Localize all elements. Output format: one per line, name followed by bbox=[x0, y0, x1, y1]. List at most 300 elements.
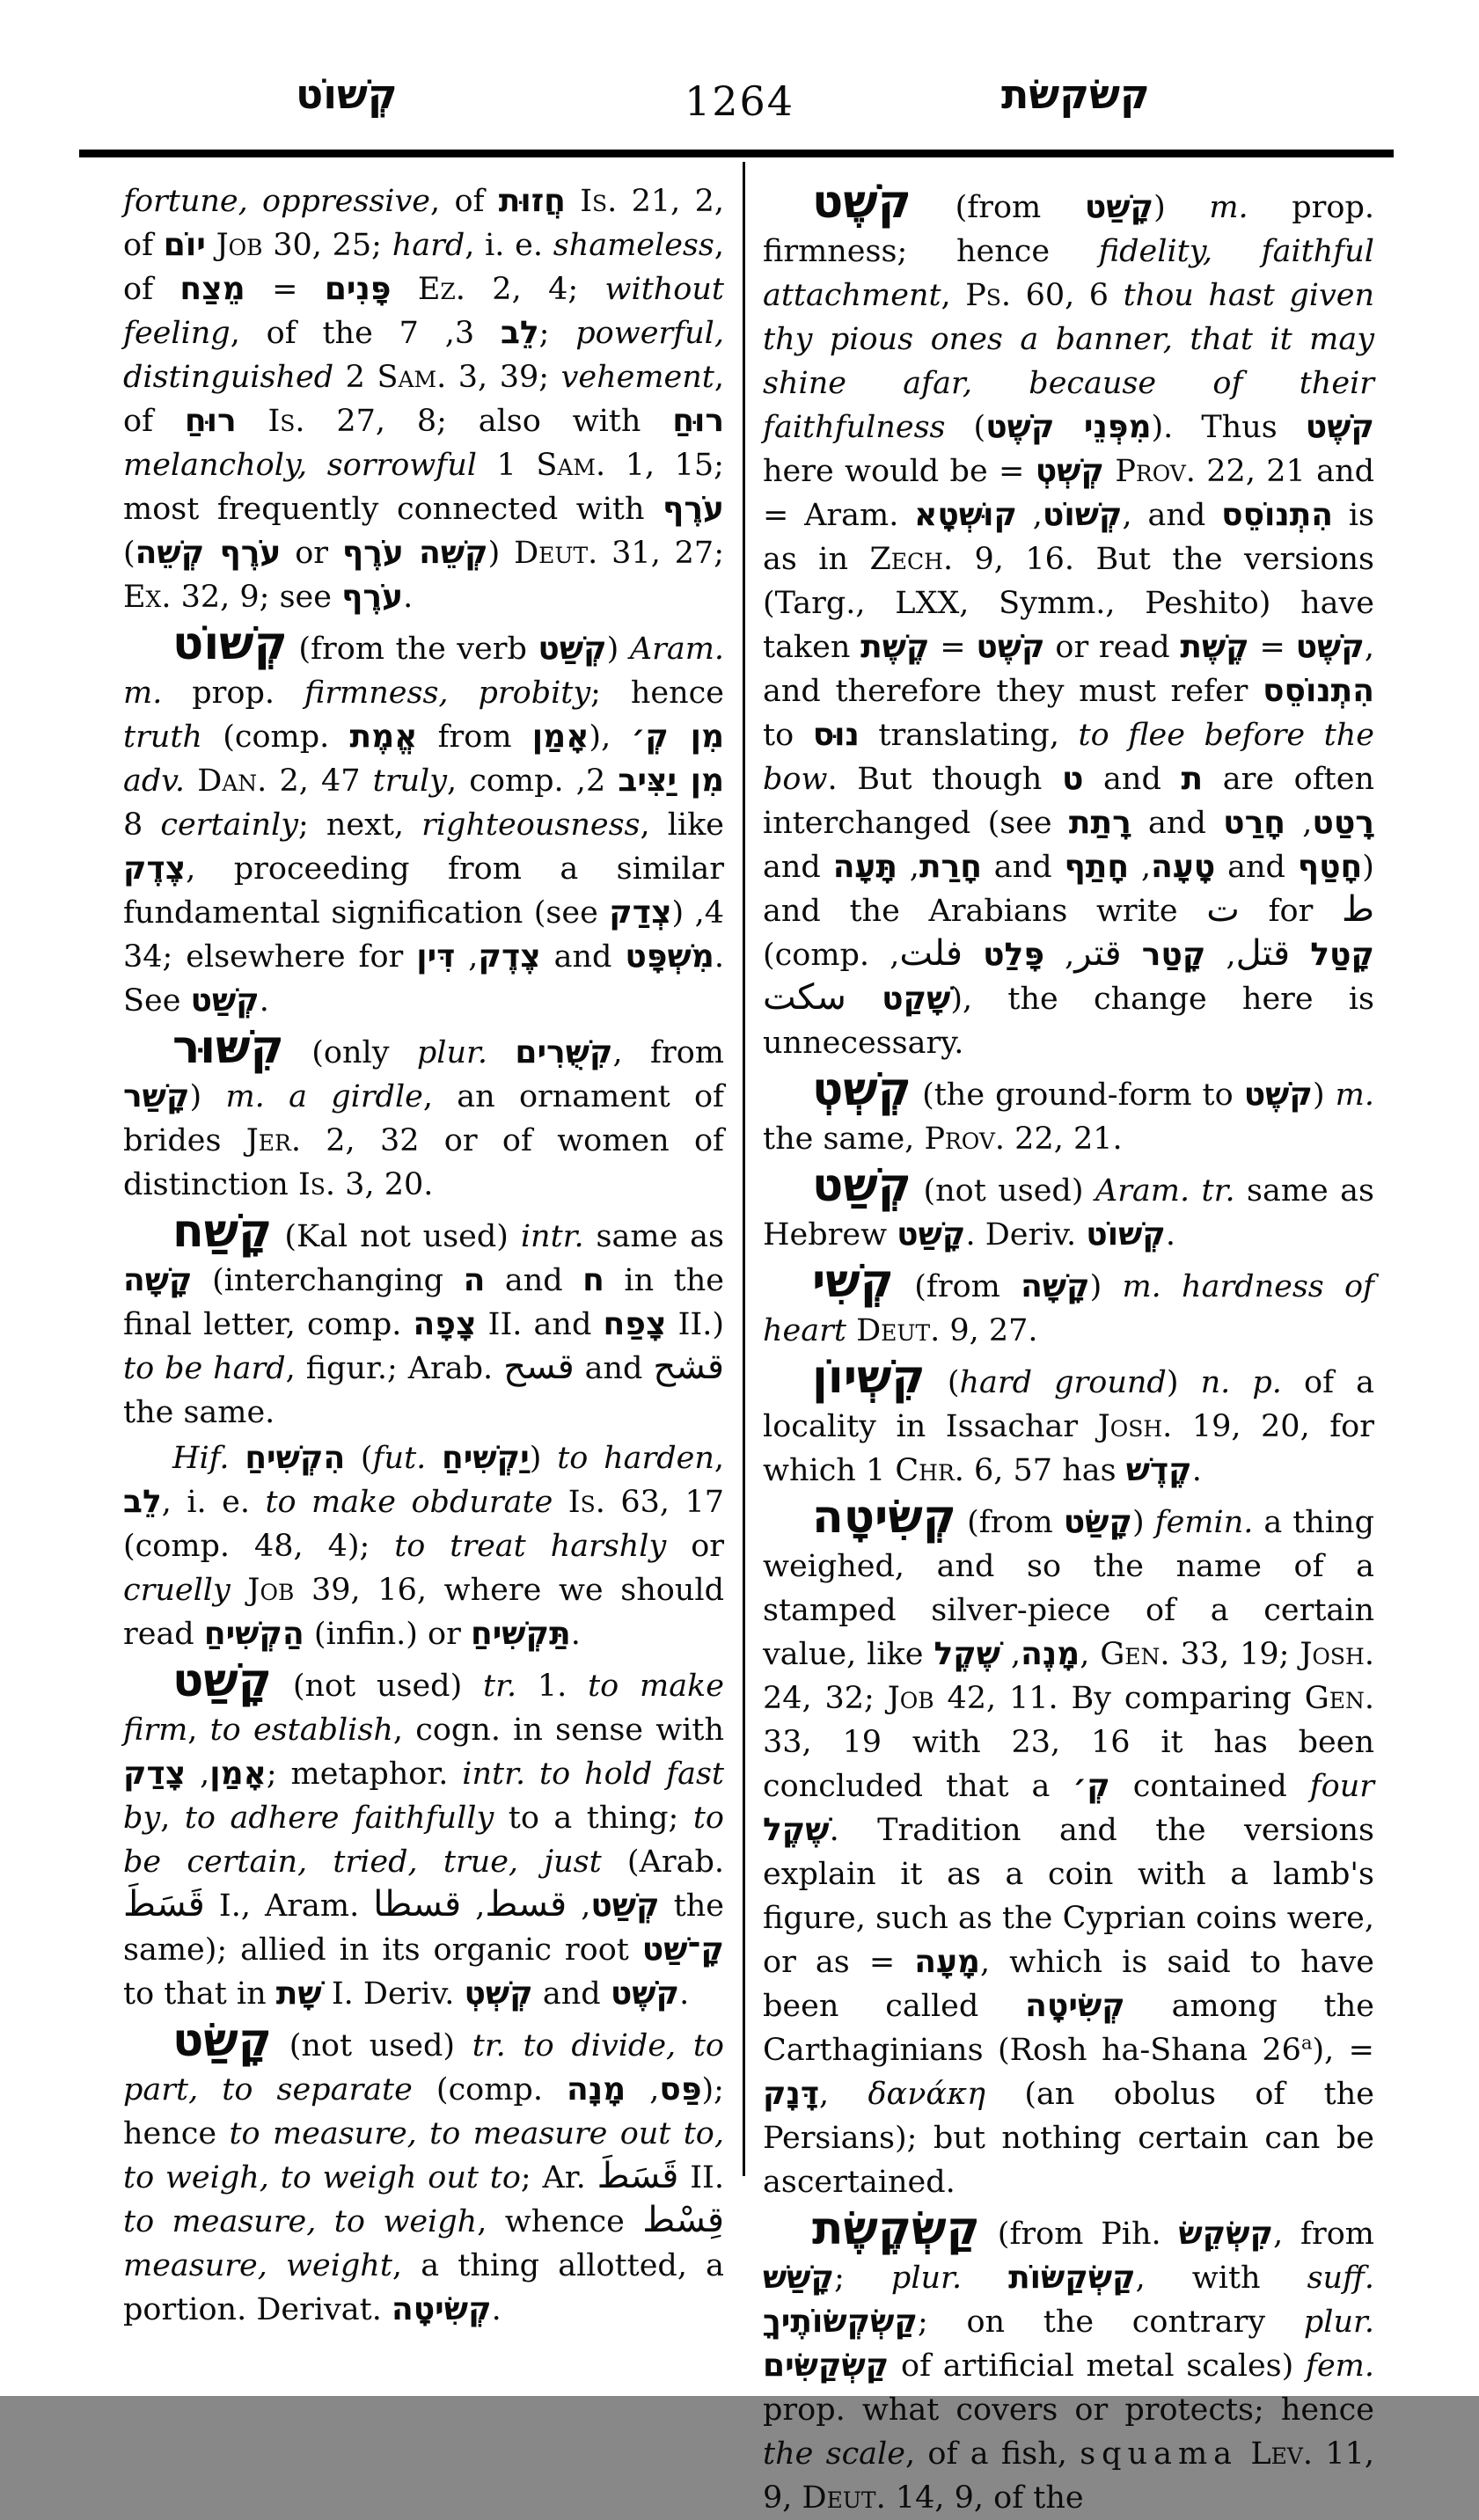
entry-qashach bbox=[123, 1205, 724, 1435]
hebrew-text-run: רָטַט bbox=[1312, 805, 1374, 841]
hebrew-text-run: פַּס bbox=[659, 2071, 702, 2107]
text-run: from bbox=[417, 719, 532, 755]
text-run: fem. bbox=[1306, 2348, 1374, 2384]
text-run: adv. bbox=[123, 763, 186, 799]
hebrew-text-run: קְשַׁט bbox=[590, 1888, 660, 1924]
text-run: , with bbox=[1135, 2261, 1307, 2296]
text-run: Dan. bbox=[197, 763, 267, 799]
text-run: , an ornament of brides bbox=[123, 1079, 724, 1158]
text-run bbox=[846, 1313, 856, 1348]
text-run: , from bbox=[1273, 2217, 1374, 2252]
hebrew-text-run: קֹשֶׁט bbox=[976, 629, 1045, 665]
text-run: in the final letter, comp. bbox=[123, 1263, 724, 1342]
arabic-text-run: فلت bbox=[899, 933, 963, 974]
hebrew-text-run: אָמַן bbox=[209, 1756, 267, 1792]
text-run: ) bbox=[1312, 1077, 1336, 1113]
entry-qeshi bbox=[763, 1255, 1374, 1353]
text-columns bbox=[123, 176, 1375, 2520]
hebrew-text-run: חָטַף bbox=[1297, 849, 1363, 885]
text-run: the same, bbox=[763, 1121, 925, 1157]
hebrew-text-run: שָׁת bbox=[275, 1976, 322, 2012]
text-run: and bbox=[981, 850, 1065, 885]
text-run bbox=[487, 1035, 515, 1070]
hebrew-text-run: קָ־שַׁט bbox=[641, 1932, 724, 1968]
text-run: , a thing allotted, a portion. Derivat. bbox=[123, 2248, 725, 2327]
text-run: , i. e. bbox=[161, 1485, 266, 1520]
hebrew-headword: קִשּׁוּר bbox=[172, 1021, 284, 1074]
text-run: , which is said to have been called bbox=[763, 1945, 1374, 2024]
hebrew-text-run: צָפַח bbox=[603, 1306, 667, 1342]
hebrew-text-run: ט bbox=[1061, 761, 1084, 797]
hebrew-text-run: רָתַת bbox=[1068, 805, 1131, 841]
text-run: 33, 19 with 23, 16 it has been concluded that a bbox=[763, 1725, 1374, 1804]
text-run bbox=[506, 2028, 524, 2063]
text-run bbox=[230, 1441, 245, 1476]
text-run: to establish bbox=[209, 1713, 393, 1748]
hebrew-text-run: קְשֵׁה עֹרֶף bbox=[341, 535, 488, 571]
hebrew-text-run: קֶשֶׁת bbox=[860, 629, 930, 665]
text-run: melancholy, sorrowful bbox=[123, 448, 477, 483]
arabic-text-run: قَسَطَ bbox=[123, 1884, 205, 1925]
hebrew-text-run: קָשַׂט bbox=[1063, 1504, 1132, 1540]
text-run: , bbox=[567, 1888, 591, 1924]
text-run: = bbox=[245, 272, 325, 307]
text-run bbox=[1238, 2436, 1250, 2472]
text-run: . bbox=[491, 2292, 502, 2327]
text-run: hard ground bbox=[959, 1365, 1167, 1400]
text-run: 2, 47 bbox=[267, 763, 373, 799]
hebrew-text-run: קַשְׂקְשׂוֹתֶיךָ bbox=[763, 2304, 918, 2340]
text-run: and bbox=[1215, 850, 1298, 885]
text-run: ), bbox=[589, 719, 632, 755]
text-run: prop. what covers or protects; hence bbox=[763, 2392, 1374, 2428]
text-run: (Kal not used) bbox=[272, 1219, 521, 1254]
text-run: tr. bbox=[483, 1669, 517, 1704]
text-run: to hold fast by bbox=[123, 1757, 724, 1836]
text-run: 19, 20, for which 1 bbox=[763, 1409, 1374, 1488]
text-run: (comp. bbox=[201, 719, 350, 755]
text-run: (infin.) or bbox=[304, 1617, 471, 1652]
text-run: 60, 6 bbox=[1011, 278, 1124, 313]
hebrew-text-run: מָעָה bbox=[914, 1944, 980, 1980]
text-run: prop. bbox=[162, 676, 304, 711]
hebrew-text-run: פָּלַט bbox=[983, 937, 1045, 973]
hebrew-text-run: קֹשֶׁט bbox=[610, 1976, 680, 2012]
text-run: ) bbox=[1089, 1269, 1123, 1304]
text-run: powerful, distinguished bbox=[123, 316, 724, 395]
text-run: a girdle bbox=[289, 1079, 423, 1114]
text-run: 63, 17 (comp. 48, 4); bbox=[123, 1485, 724, 1564]
hebrew-text-run: ח bbox=[582, 1262, 604, 1298]
text-run: ) bbox=[189, 1079, 226, 1114]
text-run: to make obdurate bbox=[265, 1485, 553, 1520]
text-run: ) bbox=[606, 632, 630, 667]
text-run: . bbox=[679, 1976, 690, 2012]
text-run bbox=[1290, 938, 1310, 973]
hebrew-text-run: יַקְשִׁיחַ bbox=[442, 1440, 530, 1476]
arabic-text-run: قسح bbox=[503, 1347, 575, 1387]
hebrew-headword: קָשַׁט bbox=[172, 1654, 273, 1707]
text-run: translating, bbox=[859, 718, 1079, 753]
text-run bbox=[962, 2261, 1008, 2296]
hebrew-text-run: נוּס bbox=[812, 717, 860, 753]
hebrew-text-run: קָשַׁשׁ bbox=[763, 2260, 835, 2296]
text-run: (from Pih. bbox=[979, 2217, 1179, 2252]
text-run: 30, 25; bbox=[262, 228, 392, 263]
text-run: m. bbox=[1209, 190, 1248, 225]
text-run: Job bbox=[247, 1573, 295, 1608]
text-run: Josh. bbox=[1300, 1637, 1374, 1672]
text-run: to that in bbox=[123, 1976, 276, 2012]
text-run: . bbox=[403, 580, 414, 615]
text-run: suff. bbox=[1307, 2261, 1374, 2296]
text-run: ; metaphor. bbox=[266, 1757, 463, 1792]
para-continuation-qasheh bbox=[123, 179, 724, 619]
hebrew-text-run: קַשְׂקַשִּׂים bbox=[763, 2348, 890, 2384]
text-run: , like bbox=[640, 807, 724, 843]
text-run: 42, 11. By comparing bbox=[934, 1681, 1305, 1716]
text-run: . See bbox=[123, 939, 724, 1019]
text-run: = bbox=[1248, 630, 1296, 665]
hebrew-text-run: קֶשֶׁת bbox=[1180, 629, 1249, 665]
hebrew-text-run: קָטַר bbox=[1141, 937, 1206, 973]
text-run: Gen. bbox=[1304, 1681, 1374, 1716]
text-run: ( bbox=[945, 410, 986, 445]
page-number: 1264 bbox=[684, 77, 795, 125]
hebrew-text-run: עֹרֶף bbox=[341, 579, 404, 615]
text-run: to measure, to weigh bbox=[123, 2204, 478, 2239]
text-run: , bbox=[897, 850, 919, 885]
text-run: , bbox=[941, 278, 966, 313]
hebrew-text-run: רוּחַ bbox=[184, 403, 237, 439]
text-run: 9, 27. bbox=[940, 1313, 1038, 1348]
text-run: (from bbox=[894, 1269, 1021, 1304]
arabic-text-run: ط bbox=[1342, 889, 1374, 930]
text-run: tr. bbox=[472, 2028, 506, 2063]
text-run: (an obolus of the Persians); but nothing certain can be ascertained. bbox=[763, 2077, 1374, 2200]
text-run: four bbox=[1309, 1769, 1374, 1804]
hebrew-headword: קְשְׁטְ bbox=[812, 1063, 912, 1116]
hebrew-text-run: הַקְשִׁיחַ bbox=[203, 1616, 304, 1652]
hebrew-headword: קַשְׂקֶשֶׂת bbox=[812, 2202, 980, 2255]
entry-qoshet bbox=[763, 176, 1375, 1065]
text-run: I. Deriv. bbox=[321, 1976, 465, 2012]
text-run: Chr. bbox=[895, 1453, 964, 1488]
text-run: , bbox=[714, 1441, 725, 1476]
text-run: without feeling bbox=[123, 272, 724, 351]
hebrew-text-run: צֶדֶק bbox=[478, 939, 541, 975]
text-run: or bbox=[281, 536, 342, 571]
entry-qasat bbox=[123, 2014, 725, 2332]
hebrew-text-run: אֱמֶת bbox=[349, 719, 418, 755]
text-run: same as bbox=[583, 1219, 724, 1254]
text-run: Is. bbox=[267, 404, 305, 439]
text-run bbox=[1104, 454, 1115, 489]
text-run: plur. bbox=[1303, 2305, 1374, 2340]
text-run: same as Hebrew bbox=[763, 1173, 1375, 1253]
text-run bbox=[237, 404, 268, 439]
header-rule bbox=[79, 150, 1394, 157]
text-run: fut. bbox=[372, 1441, 427, 1476]
text-run: , bbox=[186, 1757, 210, 1792]
hebrew-text-run: חָרַת bbox=[919, 849, 982, 885]
hebrew-text-run: קְשִׂיטָה bbox=[392, 2291, 492, 2327]
text-run: , bbox=[1044, 938, 1075, 973]
hebrew-text-run: דִּין bbox=[416, 939, 456, 975]
text-run: a bbox=[1300, 2032, 1313, 2054]
text-run: Ps. bbox=[965, 278, 1012, 313]
text-run: intr. bbox=[462, 1757, 526, 1792]
text-run: thou hast given thy pious ones a banner, that it may shine afar, because of their faithfulness bbox=[763, 278, 1374, 445]
entry-qosht-groundform bbox=[763, 1063, 1374, 1161]
text-run: (only bbox=[283, 1035, 417, 1070]
text-run bbox=[231, 1573, 248, 1608]
text-run: 24, 32; bbox=[763, 1681, 888, 1716]
text-run: , from bbox=[612, 1035, 724, 1070]
text-run: Is. bbox=[580, 184, 618, 219]
text-run: ) bbox=[1166, 1365, 1201, 1400]
hebrew-text-run: חֲזוּת bbox=[498, 183, 566, 219]
hebrew-text-run: צָפָה bbox=[413, 1306, 477, 1342]
arabic-text-run: قِسْط bbox=[642, 2200, 724, 2240]
text-run bbox=[566, 184, 580, 219]
arabic-text-run: قتل bbox=[1235, 933, 1291, 974]
hebrew-text-run: לֵב bbox=[500, 315, 539, 351]
text-run: Deut. bbox=[802, 2480, 886, 2516]
text-run: 2 bbox=[333, 360, 377, 395]
arabic-text-run: قَسَطَ bbox=[597, 2156, 679, 2196]
text-run: hard bbox=[392, 228, 465, 263]
text-run: to make firm bbox=[123, 1669, 724, 1748]
hebrew-headword: קָשַׁח bbox=[172, 1205, 273, 1258]
text-run: Ez. bbox=[417, 272, 465, 307]
text-run: 27, 8; also with bbox=[304, 404, 673, 439]
hebrew-text-run: קֶדֶשׁ bbox=[1125, 1452, 1192, 1488]
text-run: truly bbox=[372, 763, 447, 799]
text-run: 1 bbox=[476, 448, 537, 483]
hebrew-text-run: קַשְׂקַשּׂוֹת bbox=[1008, 2260, 1136, 2296]
text-run: (not used) bbox=[272, 1669, 484, 1704]
text-run: Lev. bbox=[1250, 2436, 1314, 2472]
entry-qasqeset bbox=[763, 2202, 1374, 2520]
text-run: hardness of heart bbox=[763, 1269, 1374, 1348]
text-run: prop. firmness; hence bbox=[763, 190, 1374, 269]
hebrew-text-run: דָּנָק bbox=[763, 2076, 819, 2112]
hebrew-text-run: תָּעָה bbox=[832, 849, 897, 885]
hebrew-text-run: מָנֶה bbox=[1021, 1636, 1080, 1672]
text-run: Job bbox=[887, 1681, 934, 1716]
text-run: Prov. bbox=[924, 1121, 1006, 1157]
text-run: Aram. tr. bbox=[1095, 1173, 1235, 1209]
hebrew-text-run: קְשְׁטְ bbox=[1035, 453, 1104, 489]
text-run: ; hence bbox=[590, 676, 724, 711]
text-run: . Tradition and the versions explain it as a coin with a lamb's figure, such as the Cyprian coins were, or as = bbox=[763, 1813, 1374, 1980]
text-run: 1, 15; most frequently connected with bbox=[123, 448, 724, 527]
hebrew-text-run: קֹשֶׁט bbox=[1243, 1077, 1313, 1113]
text-run: vehement bbox=[560, 360, 714, 395]
text-run: , bbox=[187, 1713, 210, 1748]
text-run: ) bbox=[1131, 1505, 1155, 1540]
hebrew-text-run: קְשׁוֹט bbox=[1086, 1216, 1166, 1253]
text-run: , bbox=[818, 2077, 868, 2112]
text-run: ) bbox=[1153, 190, 1210, 225]
text-run: , and bbox=[1122, 498, 1222, 533]
text-run: and bbox=[763, 850, 833, 885]
text-run: , whence bbox=[477, 2204, 643, 2239]
text-run: , bbox=[1285, 806, 1313, 841]
text-run: and bbox=[574, 1351, 654, 1386]
text-run: ) 4, 34; elsewhere for bbox=[123, 895, 725, 975]
hebrew-text-run: קְשַׁט bbox=[538, 631, 607, 667]
text-run: (the ground-form to bbox=[912, 1077, 1244, 1113]
text-run: to adhere faithfully bbox=[184, 1801, 494, 1836]
text-run bbox=[963, 938, 983, 973]
text-run: and bbox=[1131, 806, 1224, 841]
text-run: , bbox=[1080, 1637, 1101, 1672]
text-run: ), = bbox=[1312, 2033, 1375, 2068]
text-run: intr. bbox=[520, 1219, 584, 1254]
text-run: (not used) bbox=[912, 1173, 1095, 1209]
text-run: righteousness bbox=[421, 807, 641, 843]
text-run: Aram. m. bbox=[123, 632, 725, 711]
text-run: certainly bbox=[160, 807, 299, 843]
hebrew-text-run: מֵצַח bbox=[179, 271, 245, 307]
text-run: 33, 19; bbox=[1169, 1637, 1300, 1672]
entry-qeshot-aram bbox=[123, 617, 725, 1023]
hebrew-text-run: הִתְנוֹסֵס bbox=[1263, 673, 1374, 709]
hebrew-text-run: רוּחַ bbox=[672, 403, 724, 439]
hebrew-text-run: קָשָׁה bbox=[123, 1262, 193, 1298]
text-run: here would be = bbox=[763, 454, 1036, 489]
hebrew-text-run: קָשָׁה bbox=[1021, 1268, 1090, 1304]
hebrew-text-run: תַּקְשִׁיחַ bbox=[470, 1616, 571, 1652]
hebrew-text-run: יוֹם bbox=[163, 227, 206, 263]
hebrew-text-run: צְדַק bbox=[609, 895, 672, 931]
text-run: cruelly bbox=[123, 1573, 231, 1608]
text-run: 9, 16. But the versions (Targ., LXX, Symm., Peshito) have taken bbox=[763, 542, 1374, 665]
text-run: . bbox=[259, 983, 269, 1019]
arabic-text-run: قتر bbox=[1074, 933, 1122, 974]
hebrew-headword: קֹשֶׁט bbox=[812, 176, 912, 229]
text-run: Prov. bbox=[1115, 454, 1196, 489]
arabic-text-run: ت bbox=[1206, 889, 1240, 930]
text-run: among the Carthaginians (Rosh ha-Shana 26 bbox=[763, 1989, 1374, 2068]
text-run: = bbox=[929, 630, 977, 665]
hebrew-text-run: ת bbox=[1181, 761, 1204, 797]
text-run: ; on the contrary bbox=[917, 2305, 1304, 2340]
hebrew-text-run: חָתַף bbox=[1064, 849, 1130, 885]
text-run: δανάκη bbox=[868, 2077, 985, 2112]
text-run: (from bbox=[956, 1505, 1064, 1540]
text-run: are often interchanged (see bbox=[763, 762, 1374, 841]
text-run: , bbox=[626, 2072, 660, 2107]
text-run: 14, 9, of the bbox=[885, 2480, 1084, 2516]
text-run: 31, 27; bbox=[597, 536, 724, 571]
text-run: 3, 7; bbox=[399, 316, 576, 351]
text-run: 11, 9, bbox=[763, 2436, 1374, 2516]
hebrew-text-run: קֹשֶׁט bbox=[1295, 629, 1365, 665]
text-run: a thing weighed, and so the name of a stamped silver-piece of a certain value, like bbox=[763, 1505, 1374, 1672]
text-run: 2, 32 or of women of distinction bbox=[123, 1123, 724, 1202]
text-run bbox=[391, 272, 417, 307]
text-run: . bbox=[570, 1617, 581, 1652]
hebrew-text-run: מָנָה bbox=[567, 2071, 626, 2107]
hebrew-text-run: צָדַק bbox=[123, 1756, 187, 1792]
hebrew-text-run: קְ׳ bbox=[1073, 1768, 1110, 1804]
text-run bbox=[206, 228, 216, 263]
text-run: the same. bbox=[123, 1395, 275, 1430]
text-run: (Arab. bbox=[601, 1844, 724, 1880]
text-run: Sam. bbox=[536, 448, 606, 483]
hebrew-text-run: שֶׁקֶל bbox=[763, 1812, 830, 1848]
hebrew-text-run: הִקְשִׁיחַ bbox=[245, 1440, 346, 1476]
hebrew-text-run: קִשְׂקֵשׂ bbox=[1178, 2216, 1274, 2252]
text-run: Hif. bbox=[172, 1441, 230, 1476]
text-run: to a thing; bbox=[494, 1801, 693, 1836]
text-run: Gen. bbox=[1100, 1637, 1170, 1672]
text-run: ; next, bbox=[298, 807, 422, 843]
text-run: 22, 21 and = Aram. bbox=[763, 454, 1374, 533]
arabic-text-run: قسط bbox=[485, 1884, 567, 1925]
text-run: m. bbox=[1122, 1269, 1161, 1304]
hebrew-text-run: קָטַל bbox=[1310, 937, 1374, 973]
text-run: (comp. bbox=[763, 938, 890, 973]
text-run: , of a fish, bbox=[904, 2436, 1080, 2472]
text-run: fidelity, faithful attachment bbox=[763, 234, 1374, 313]
text-run: measure, weight bbox=[123, 2248, 392, 2283]
text-run bbox=[846, 982, 882, 1017]
hebrew-text-run: צֶדֶק bbox=[123, 851, 187, 887]
text-run: Deut. bbox=[514, 536, 598, 571]
text-run: m. bbox=[225, 1079, 265, 1114]
hebrew-text-run: טָעָה bbox=[1151, 849, 1216, 885]
hebrew-headword: קְשִׂיטָה bbox=[812, 1491, 957, 1544]
text-run bbox=[1161, 1269, 1182, 1304]
text-run: m. bbox=[1335, 1077, 1374, 1113]
text-run: to be certain, tried, true, just bbox=[123, 1801, 724, 1880]
text-run: I., Aram. bbox=[204, 1888, 374, 1924]
text-run: to flee before the bow bbox=[763, 718, 1374, 797]
text-run: , bbox=[1016, 498, 1043, 533]
hebrew-text-run: קְשׁוֹט bbox=[1042, 497, 1123, 533]
entry-qeshat-aram bbox=[763, 1159, 1375, 1257]
text-run: , bbox=[160, 1801, 185, 1836]
text-run: Is. bbox=[567, 1485, 605, 1520]
text-run: contained bbox=[1109, 1769, 1310, 1804]
text-run: Ex. bbox=[123, 580, 172, 615]
text-run: the scale bbox=[763, 2436, 905, 2472]
hebrew-text-run: קְשִׂיטָה bbox=[1025, 1988, 1125, 2024]
hebrew-text-run: ה bbox=[463, 1262, 486, 1298]
hebrew-text-run: חָרַט bbox=[1223, 805, 1285, 841]
text-run: , proceeding from a similar fundamental signification (see bbox=[123, 851, 724, 931]
text-run: . But though bbox=[827, 762, 1062, 797]
text-run: and bbox=[1083, 762, 1182, 797]
text-run: (comp. bbox=[412, 2072, 567, 2107]
hebrew-text-run: קָשַׁר bbox=[123, 1078, 190, 1114]
hebrew-text-run: מִשְׁפָּט bbox=[625, 939, 714, 975]
text-run: , bbox=[890, 938, 900, 973]
arabic-text-run: سكت bbox=[763, 977, 846, 1018]
hebrew-text-run: מִן יַצִּיב bbox=[618, 763, 724, 799]
text-run: of artificial metal scales) bbox=[889, 2348, 1307, 2384]
text-run: 2, 4; bbox=[465, 272, 605, 307]
text-run: 32, 9; see bbox=[171, 580, 342, 615]
hebrew-text-run: קְשְׁטְ bbox=[464, 1976, 533, 2012]
text-run: Is. bbox=[297, 1167, 336, 1202]
text-run: II. bbox=[678, 2160, 724, 2195]
hebrew-text-run: פָּנִים bbox=[324, 271, 392, 307]
